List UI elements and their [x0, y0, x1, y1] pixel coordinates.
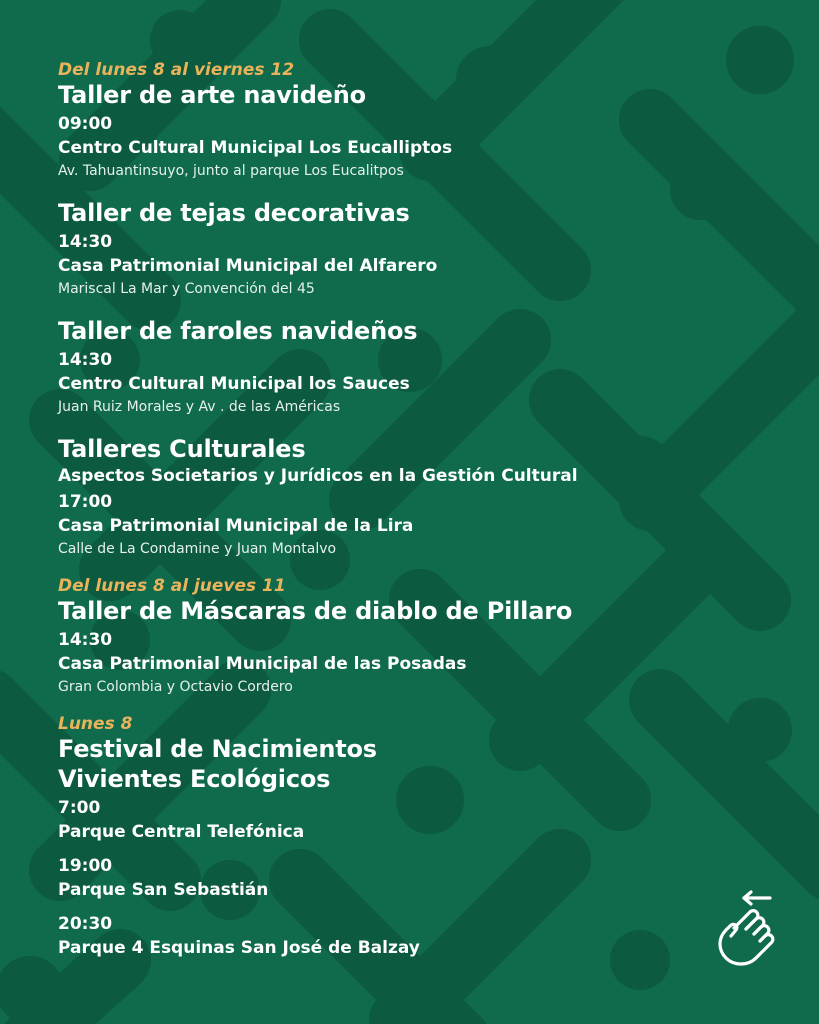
event-address: Calle de La Condamine y Juan Montalvo	[58, 541, 337, 557]
event-time: 09:00	[58, 114, 113, 134]
event-title: Talleres Culturales	[58, 435, 306, 463]
festival-slot	[58, 796, 758, 844]
event-arte-navideno	[58, 60, 758, 182]
event-date: Del lunes 8 al jueves 11	[58, 576, 286, 596]
event-address: Av. Tahuantinsuyo, junto al parque Los Eucalitpos	[58, 163, 404, 179]
festival-slot	[58, 854, 758, 902]
festival-slot	[58, 912, 758, 960]
event-subtitle: Aspectos Societarios y Jurídicos en la Gestión Cultural	[58, 466, 578, 486]
slot-venue: Parque Central Telefónica	[58, 822, 305, 842]
swipe-left-hand-icon[interactable]	[704, 888, 786, 970]
event-time: 14:30	[58, 350, 113, 370]
slot-time: 7:00	[58, 798, 101, 818]
event-venue: Casa Patrimonial Municipal de la Lira	[58, 516, 414, 536]
event-address: Mariscal La Mar y Convención del 45	[58, 281, 315, 297]
event-talleres-culturales	[58, 434, 758, 560]
slot-time: 20:30	[58, 914, 113, 934]
event-time: 14:30	[58, 232, 113, 252]
event-date: Del lunes 8 al viernes 12	[58, 60, 295, 80]
event-festival-nacimientos	[58, 714, 758, 960]
event-title-line2: Vivientes Ecológicos	[58, 765, 331, 793]
event-address: Gran Colombia y Octavio Cordero	[58, 679, 293, 695]
event-time: 14:30	[58, 630, 113, 650]
slot-venue: Parque San Sebastián	[58, 880, 269, 900]
event-title: Taller de tejas decorativas	[58, 199, 410, 227]
slot-time: 19:00	[58, 856, 113, 876]
event-title: Taller de Máscaras de diablo de Pillaro	[58, 597, 573, 625]
event-title: Taller de arte navideño	[58, 81, 366, 109]
slot-venue: Parque 4 Esquinas San José de Balzay	[58, 938, 420, 958]
event-address: Juan Ruiz Morales y Av . de las Américas	[58, 399, 341, 415]
event-faroles-navidenos	[58, 316, 758, 418]
event-time: 17:00	[58, 492, 113, 512]
event-date: Lunes 8	[58, 714, 133, 734]
event-venue: Centro Cultural Municipal los Sauces	[58, 374, 410, 394]
event-schedule	[58, 60, 758, 970]
event-tejas-decorativas	[58, 198, 758, 300]
event-title: Taller de faroles navideños	[58, 317, 418, 345]
event-venue: Casa Patrimonial Municipal de las Posadas	[58, 654, 467, 674]
event-venue: Casa Patrimonial Municipal del Alfarero	[58, 256, 438, 276]
event-venue: Centro Cultural Municipal Los Eucalliptos	[58, 138, 453, 158]
event-mascaras-diablo	[58, 576, 758, 698]
event-title-line1: Festival de Nacimientos	[58, 735, 377, 763]
